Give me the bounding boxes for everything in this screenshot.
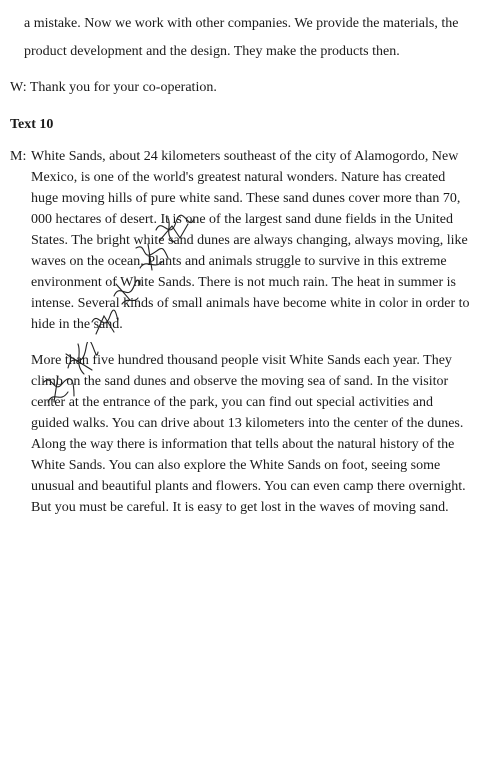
section-heading: Text 10 <box>10 117 54 132</box>
intro-paragraph: a mistake. Now we work with other companies. We provide the materials, the product development and the design. They make the products then. <box>24 16 459 59</box>
speaker-label-w: W: <box>10 80 27 95</box>
passage-paragraph-2: More than five hundred thousand people visit White Sands each year. They climb on the sand dunes and observe the moving sea of sand. In the visitor center at the entrance of the park, you can find out special activities and guided walks. You can drive about 13 kilometers into the center of the dunes. Along the way there is information that tells about the natural history of the White Sands. You can also explore the White Sands on foot, seeing some unusual and beautiful plants and flowers. You can even camp there overnight. But you must be careful. It is easy to get lost in the waves of moving sand. <box>31 353 466 515</box>
speaker-label-m: M: <box>10 149 27 164</box>
passage-paragraph-1 <box>10 146 472 335</box>
closing-line-text: Thank you for your co-operation. <box>26 80 217 95</box>
closing-line <box>10 78 217 98</box>
passage-paragraph-1-text: White Sands, about 24 kilometers southeast of the city of Alamogordo, New Mexico, is one of the world's greatest natural wonders. Nature has created huge moving hills of pure white sand. These sand dunes cover more than 70, 000 hectares of desert. It is one of the largest sand dune fields in the United States. The bright white sand dunes are always changing, always moving, like waves on the ocean. Plants and animals struggle to survive in this extreme environment of White Sands. There is not much rain. The heat in summer is intense. Several kinds of small animals have become white in color in order to hide in the sand. <box>31 149 470 332</box>
